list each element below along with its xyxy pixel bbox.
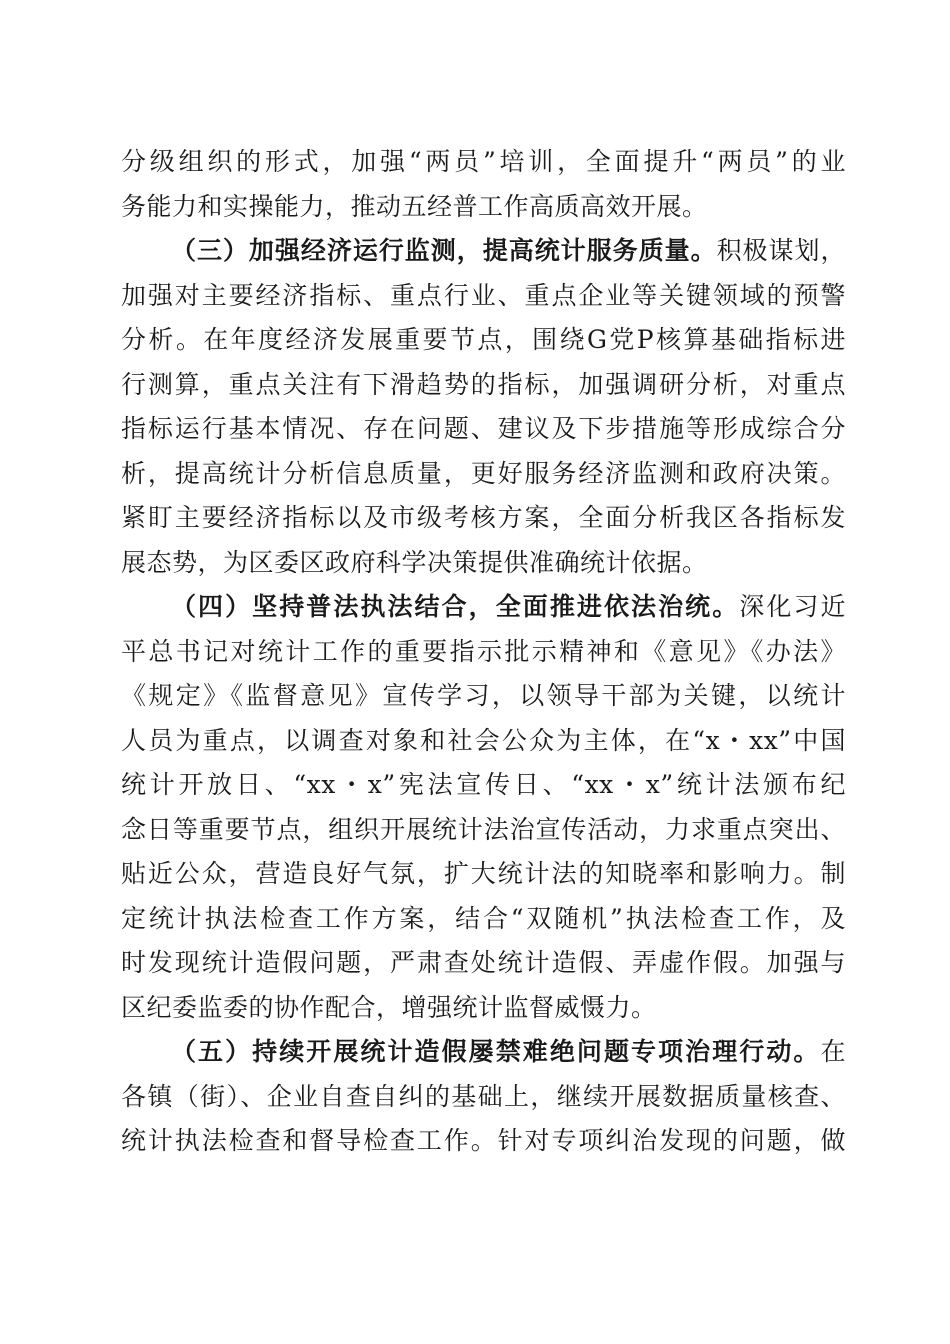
text-line: 统计执法检查和督导检查工作。针对专项纠治发现的问题，做 bbox=[121, 1126, 846, 1155]
text-span: 在 bbox=[820, 1037, 846, 1066]
text-line: 各镇（街）、企业自查自纠的基础上，继续开展数据质量核查、 bbox=[121, 1081, 846, 1111]
text-line: 指标运行基本情况、存在问题、建议及下步措施等形成综合分 bbox=[121, 414, 846, 443]
section-heading: （五）持续开展统计造假屡禁难绝问题专项治理行动。 bbox=[171, 1037, 821, 1066]
text-line: 析，提高统计分析信息质量，更好服务经济监测和政府决策。 bbox=[121, 458, 846, 488]
text-line: 分级组织的形式，加强“两员”培训，全面提升“两员”的业 bbox=[121, 147, 846, 176]
text-line: 行测算，重点关注有下滑趋势的指标，加强调研分析，对重点 bbox=[121, 369, 846, 399]
text-line: 人员为重点，以调查对象和社会公众为主体，在“x・xx”中国 bbox=[121, 725, 846, 755]
text-line: 紧盯主要经济指标以及市级考核方案，全面分析我区各指标发 bbox=[121, 503, 846, 532]
text-span: 积极谋划， bbox=[716, 236, 846, 265]
text-line: 贴近公众，营造良好气氛，扩大统计法的知晓率和影响力。制 bbox=[121, 859, 846, 888]
text-line bbox=[121, 1030, 846, 1075]
text-line: 务能力和实操能力，推动五经普工作高质高效开展。 bbox=[121, 191, 708, 221]
section-heading: （三）加强经济运行监测，提高统计服务质量。 bbox=[171, 236, 717, 265]
text-line bbox=[121, 585, 846, 630]
text-line: 定统计执法检查工作方案，结合“双随机”执法检查工作，及 bbox=[121, 903, 846, 933]
text-line: 平总书记对统计工作的重要指示批示精神和《意见》《办法》 bbox=[121, 636, 846, 666]
text-line: 区纪委监委的协作配合，增强统计监督威慑力。 bbox=[121, 992, 657, 1022]
document-body bbox=[121, 140, 846, 1164]
text-line: 念日等重要节点，组织开展统计法治宣传活动，力求重点突出、 bbox=[121, 814, 846, 844]
text-line: 分析。在年度经济发展重要节点，围绕G党P核算基础指标进 bbox=[121, 325, 846, 354]
text-line: 《规定》《监督意见》宣传学习，以领导干部为关键，以统计 bbox=[121, 681, 846, 710]
text-line: 展态势，为区委区政府科学决策提供准确统计依据。 bbox=[121, 547, 708, 577]
text-line: 时发现统计造假问题，严肃查处统计造假、弄虚作假。加强与 bbox=[121, 948, 846, 977]
section-heading: （四）坚持普法执法结合，全面推进依法治统。 bbox=[171, 592, 740, 621]
text-line: 加强对主要经济指标、重点行业、重点企业等关键领域的预警 bbox=[121, 280, 846, 310]
text-line: 统计开放日、“xx・x”宪法宣传日、“xx・x”统计法颁布纪 bbox=[121, 770, 846, 799]
text-line bbox=[121, 229, 846, 274]
text-span: 深化习近 bbox=[739, 592, 846, 621]
